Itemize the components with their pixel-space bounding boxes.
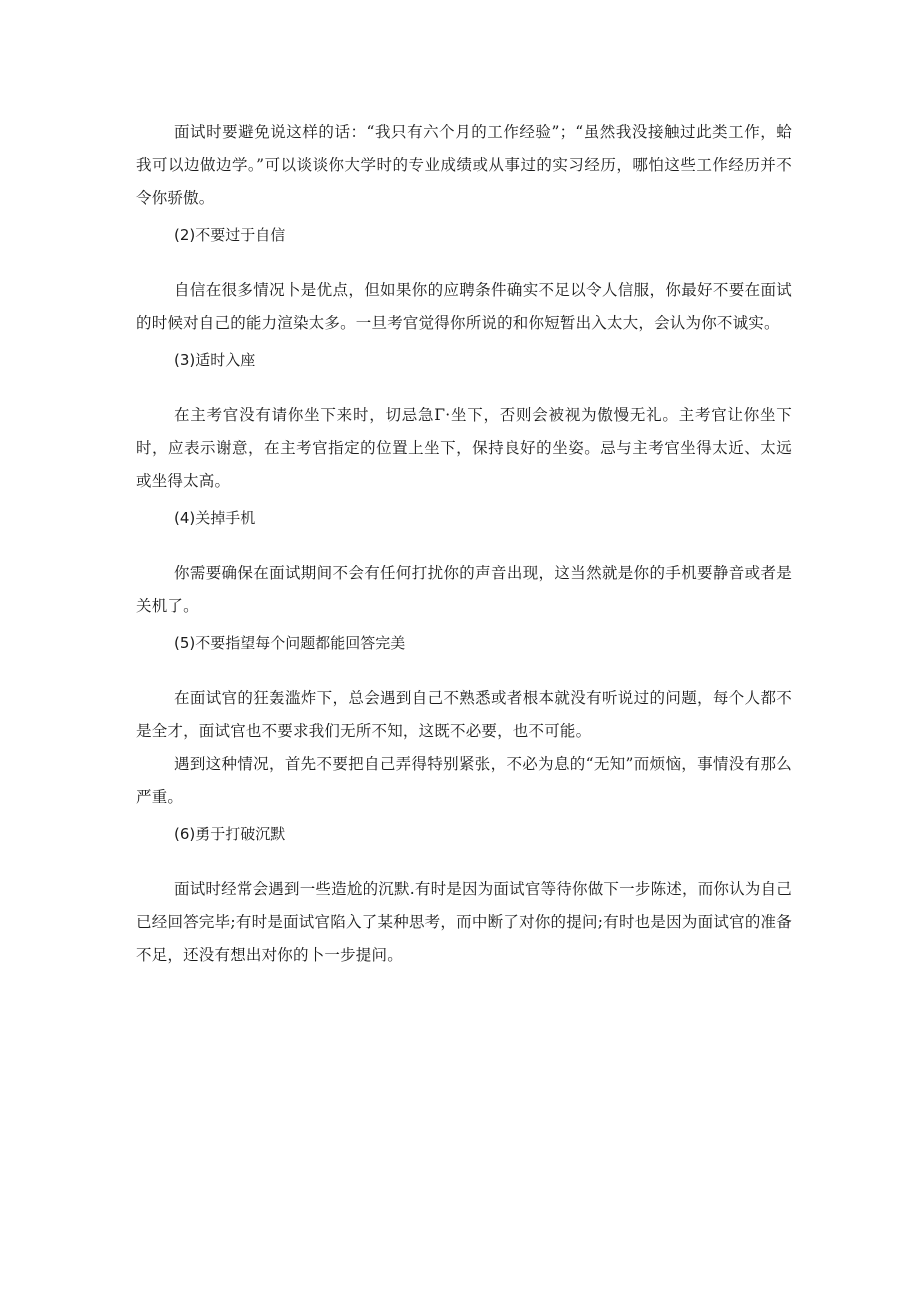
paragraph-confidence: 自信在很多情况卜是优点，但如果你的应聘条件确实不足以令人信服，你最好不要在面试的时候对自己的能力渲染太多。一旦考官觉得你所说的和你短暂出入太大，会认为你不诚实。 [136, 281, 792, 332]
section-heading-4: (4)关掉手机 [174, 509, 256, 527]
document-body [136, 116, 792, 972]
paragraph-seating: 在主考官没有请你坐下来时，切忌急Γ·坐下，否则会被视为傲慢无礼。主考官让你坐下时，应表示谢意，在主考官指定的位置上坐下，保持良好的坐姿。忌与主考官坐得太近、太远或坐得太高。 [136, 406, 792, 490]
section-heading-2: (2)不要过于自信 [174, 226, 286, 244]
paragraph-silence: 面试时经常会遇到一些造尬的沉默.有时是因为面试官等待你做下一步陈述，而你认为自己已经回答完毕;有时是面试官陷入了某种思考，而中断了对你的提问;有时也是因为面试官的准备不足，还没有想出对你的卜一步提问。 [136, 880, 792, 964]
paragraph-avoid-phrases: 面试时要避免说这样的话：“我只有六个月的工作经验”；“虽然我没接触过此类工作，蛤我可以边做边学。”可以谈谈你大学时的专业成绩或从事过的实习经历，哪怕这些工作经历并不令你骄傲。 [136, 123, 792, 207]
paragraph-dont-panic: 遇到这种情况，首先不要把自己弄得特别紧张，不必为息的“无知”而烦恼，事情没有那么严重。 [136, 755, 792, 806]
section-heading-3: (3)适时入座 [174, 351, 256, 369]
paragraph-questions: 在面试官的狂轰滥炸下，总会遇到自己不熟悉或者根本就没有听说过的问题，每个人都不是全才，面试官也不要求我们无所不知，这既不必要，也不可能。 [136, 689, 792, 740]
section-heading-5: (5)不要指望每个问题都能回答完美 [174, 634, 406, 652]
paragraph-phone: 你需要确保在面试期间不会有任何打扰你的声音出现，这当然就是你的手机要静音或者是关机了。 [136, 564, 792, 615]
section-heading-6: (6)勇于打破沉默 [174, 825, 286, 843]
